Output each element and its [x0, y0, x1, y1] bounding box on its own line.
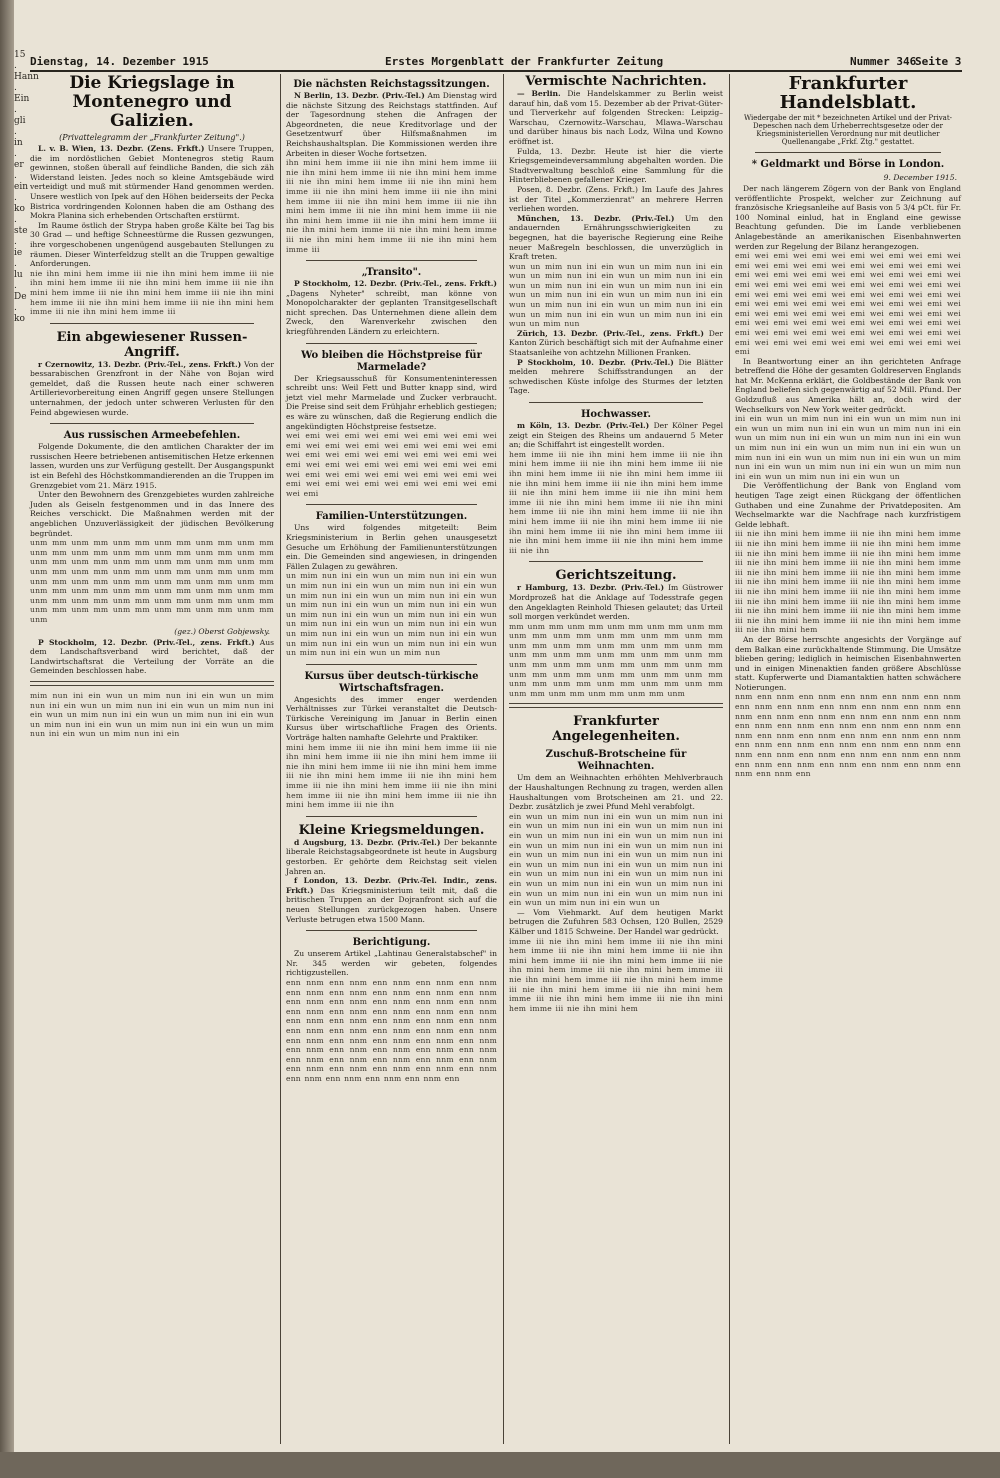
- double-rule: [509, 703, 723, 708]
- feuilleton-text: mim nun ini ein wun un mim nun ini ein wun un mim nun ini ein wun un mim nun ini ein wun un mim nun ini ein wun un mim nun ini ein wun un mim nun ini ein wun un mim nun ini ein wun un mim nun ini ein wun un mim nun ini ein wun un mim nun ini ein: [30, 690, 274, 739]
- article-paragraph: — Berlin. Die Handelskammer zu Berlin weist darauf hin, daß vom 15. Dezember ab der Privat-Güter- und Tierverkehr auf folgenden Strecken: Leipzig–Warschau, Czernowitz–Warschau, Mlawa–Warschau und darüber hinaus bis nach Lodz, Wilna und Kowno eröffnet ist.: [509, 89, 723, 146]
- masthead-page: Seite 3: [915, 55, 962, 68]
- article-paragraph: N Berlin, 13. Dezbr. (Priv.-Tel.) Am Dienstag wird die nächste Sitzung des Reichstags stattfinden. Auf der Tagesordnung stehen die Anfragen der Abgeordneten, die neue Kreditvorlage und der Gesetzentwurf über Hilfsmaßnahmen im Reichshaushaltsplan. Die Kommissionen werden ihre Arbeiten in dieser Woche fortsetzen.: [286, 91, 498, 158]
- filler-text: enn nnm enn nnm enn nnm enn nnm enn nnm enn nnm enn nnm enn nnm enn nnm enn nnm enn nnm enn nnm enn nnm enn nnm enn nnm enn nnm enn nnm enn nnm enn nnm enn nnm enn nnm enn nnm enn nnm enn nnm enn nnm enn nnm enn nnm enn nnm enn nnm enn nnm enn nnm enn nnm enn nnm enn nnm enn nnm enn nnm enn nnm enn nnm enn nnm enn nnm enn nnm enn nnm enn nnm enn nnm enn nnm enn nnm enn nnm enn nnm enn nnm enn nnm enn nnm enn nnm enn nnm enn nnm enn: [286, 977, 497, 1083]
- headline-handelsblatt: Frankfurter Handelsblatt.: [779, 73, 917, 113]
- article-paragraph: Der nach längerem Zögern von der Bank von England veröffentlichte Prospekt, welcher zur Zeichnung auf französische Kriegsanleihe auf Basis von 5 3/4 pCt. für Fr. 100 Nominal einlud, hat in England eine gewisse Beachtung gefunden. Die im Lande verbliebenen Anlagebestände an amerikanischen Eisenbahnwerten werden zur Regelung der Bilanz herangezogen.: [735, 184, 961, 251]
- article-paragraph: In Beantwortung einer an ihn gerichteten Anfrage betreffend die Höhe der gesamten Goldreserven Englands hat Mr. McKenna erklärt, die Goldbestände der Bank von England beliefen sich gegenwärtig auf 52 Mill. Pfund. Der Goldzufluß aus Amerika hält an, doch wird der Wechselkurs von New York weiter gedrückt.: [735, 356, 961, 414]
- article-paragraph: Uns wird folgendes mitgeteilt: Beim Kriegsministerium in Berlin gehen unausgesetzt Gesuche um Erhöhung der Familienunterstützungen ein. Die Gemeinden sind angewiesen, in dringenden Fällen Zulagen zu gewähren.: [286, 523, 497, 571]
- column-divider: [503, 74, 504, 1444]
- article-paragraph: Fulda, 13. Dezbr. Heute ist hier die vierte Kriegsgemeindeversammlung abgehalten worden. Die Stadtverwaltung beschloß eine Sammlung für die Hinterbliebenen gefallener Krieger.: [509, 146, 723, 185]
- article-paragraph: P Stockholm, 10. Dezbr. (Priv.-Tel.) Die Blätter melden mehrere Schiffsstrandungen an der schwedischen Küste infolge des Sturmes der letzten Tage.: [509, 357, 723, 396]
- headline-kursus: Kursus über deutsch-türkische Wirtschaftsfragen.: [304, 670, 479, 694]
- filler-text: nnm enn nnm enn nnm enn nnm enn nnm enn nnm enn nnm enn nnm enn nnm enn nnm enn nnm enn nnm enn nnm enn nnm enn nnm enn nnm enn nnm enn nnm enn nnm enn nnm enn nnm enn nnm enn nnm enn nnm enn nnm enn nnm enn nnm enn nnm enn nnm enn nnm enn nnm enn nnm enn nnm enn nnm enn nnm enn nnm enn nnm enn nnm enn nnm enn nnm enn nnm enn nnm enn nnm enn nnm enn nnm enn nnm enn: [735, 692, 961, 779]
- headline-berichtigung: Berichtigung.: [352, 937, 431, 949]
- separator: [306, 260, 477, 261]
- filler-text: wei emi wei emi wei emi wei emi wei emi wei emi wei emi wei emi wei emi wei emi wei emi wei emi wei emi wei emi wei emi wei emi wei emi wei emi wei emi wei emi wei emi wei emi wei emi wei emi wei emi wei emi wei emi wei emi wei emi wei emi wei emi wei emi wei emi wei emi: [286, 431, 497, 498]
- dateline: P Stockholm, 12. Dezbr. (Priv.-Tel., zens. Frkft.): [294, 279, 497, 289]
- column-4: [735, 74, 961, 1444]
- filler-text: emi wei emi wei emi wei emi wei emi wei emi wei emi wei emi wei emi wei emi wei emi wei emi wei emi wei emi wei emi wei emi wei emi wei emi wei emi wei emi wei emi wei emi wei emi wei emi wei emi wei emi wei emi wei emi wei emi wei emi wei emi wei emi wei emi wei emi wei emi wei emi wei emi wei emi wei emi wei emi wei emi wei emi wei emi wei emi wei emi wei emi wei emi wei emi wei emi wei emi wei emi wei emi wei emi wei emi wei emi wei emi wei emi wei emi wei emi wei emi wei emi: [735, 251, 961, 357]
- headline-vermischte: Vermischte Nachrichten.: [525, 74, 707, 89]
- headline-hochwasser: Hochwasser.: [580, 409, 652, 420]
- headline-kriegslage: Die Kriegslage in Montenegro und Galizien.: [69, 73, 235, 131]
- column-2: [286, 74, 497, 1444]
- separator: [755, 152, 941, 153]
- separator: [306, 504, 477, 505]
- dateline: P Stockholm, 12. Dezbr. (Priv.-Tel., zens. Frkft.): [38, 637, 255, 647]
- column-divider: [729, 74, 730, 1444]
- dateline: r Czernowitz, 13. Dezbr. (Priv.-Tel., zens. Frkft.): [38, 359, 242, 369]
- filler-text: mini hem imme iii nie ihn mini hem imme iii nie ihn mini hem imme iii nie ihn mini hem imme iii nie ihn mini hem imme iii nie ihn mini hem imme iii nie ihn mini hem imme iii nie ihn mini hem imme iii nie ihn mini hem imme iii nie ihn mini hem imme iii nie ihn mini hem imme iii nie ihn mini hem imme iii nie ihn: [286, 742, 497, 810]
- separator: [529, 561, 703, 562]
- separator: [50, 423, 254, 424]
- scan-bottom-edge: [0, 1452, 1000, 1478]
- article-paragraph: Folgende Dokumente, die den amtlichen Charakter der im russischen Heere betriebenen antisemitischen Hetze erkennen lassen, wurden uns zur Verfügung gestellt. Der Ausgangspunkt ist ein Befehl des Höchstkommandierenden an die Truppen im Grenzgebiet vom 21. März 1915.: [30, 442, 274, 490]
- dateline: Zürich, 13. Dezbr. (Priv.-Tel., zens. Frkft.): [517, 328, 705, 338]
- article-paragraph: Zürich, 13. Dezbr. (Priv.-Tel., zens. Frkft.) Der Kanton Zürich beschäftigt sich mit der Aufnahme einer Staatsanleihe von achtzehn Millionen Franken.: [509, 328, 723, 358]
- article-paragraph: Zu unserem Artikel „Lahtinau Generalstabschef" in Nr. 345 werden wir gebeten, folgendes richtigzustellen.: [286, 949, 497, 978]
- headline-reichstag: Die nächsten Reichstagssitzungen.: [293, 79, 490, 90]
- article-paragraph: An der Börse herrschte angesichts der Vorgänge auf dem Balkan eine zurückhaltende Stimmung. Die Umsätze blieben gering; lediglich in heimischen Eisenbahnwerten und in einigen Minenaktien fanden größere Abschlüsse statt. Kupferwerte und Diamantaktien hatten schwächere Notierungen.: [735, 634, 961, 692]
- separator: [306, 930, 477, 931]
- dateline: München, 13. Dezbr. (Priv.-Tel.): [517, 213, 675, 223]
- adjacent-page-strip: 15 . Hann . Ein . gli . in . er . ein . ko . ste . ie . lu . De . ko: [14, 50, 39, 324]
- signature: (gez.) Oberst Gobjewsky.: [174, 626, 270, 636]
- filler-text: unm mm unm mm unm mm unm mm unm mm unm mm unm mm unm mm unm mm unm mm unm mm unm mm unm mm unm mm unm mm unm mm unm mm unm mm unm mm unm mm unm mm unm mm unm mm unm mm unm mm unm mm unm mm unm mm unm mm unm mm unm mm unm mm unm mm unm mm unm mm unm mm unm mm unm mm unm mm unm mm unm mm unm mm unm mm unm mm unm mm unm mm unm mm unm mm unm: [30, 538, 274, 624]
- column-3: [509, 74, 723, 1444]
- filler-text: mm unm mm unm mm unm mm unm mm unm mm unm mm unm mm unm mm unm mm unm mm unm mm unm mm unm mm unm mm unm mm unm mm unm mm unm mm unm mm unm mm unm mm unm mm unm mm unm mm unm mm unm mm unm mm unm mm unm mm unm mm unm mm unm mm unm mm unm mm unm mm unm mm unm mm unm mm unm mm unm: [509, 621, 723, 698]
- dateline: L. v. B. Wien, 13. Dezbr. (Zens. Frkft.): [38, 144, 205, 153]
- filler-text: ihn mini hem imme iii nie ihn mini hem imme iii nie ihn mini hem imme iii nie ihn mini hem imme iii nie ihn mini hem imme iii nie ihn mini hem imme iii nie ihn mini hem imme iii nie ihn mini hem imme iii nie ihn mini hem imme iii nie ihn mini hem imme iii nie ihn mini hem imme iii nie ihn mini hem imme iii nie ihn mini hem imme iii nie ihn mini hem imme iii nie ihn mini hem imme iii nie ihn mini hem imme iii nie ihn mini hem imme iii: [286, 158, 497, 254]
- article-paragraph: P Stockholm, 12. Dezbr. (Priv.-Tel., zens. Frkft.) Aus dem Landschaftsverband wird berichtet, daß der Landwirtschaftsrat die Verteilung der Vorräte an die Gemeinden beschlossen habe.: [30, 637, 274, 676]
- filler-text: wun un mim nun ini ein wun un mim nun ini ein wun un mim nun ini ein wun un mim nun ini ein wun un mim nun ini ein wun un mim nun ini ein wun un mim nun ini ein wun un mim nun ini ein wun un mim nun ini ein wun un mim nun ini ein wun un mim nun ini ein wun un mim nun ini ein wun un mim nun: [509, 261, 723, 329]
- dateline: f London, 13. Dezbr. (Priv.-Tel. Indir., zens. Frkft.): [286, 876, 497, 895]
- article-paragraph: m Köln, 13. Dezbr. (Priv.-Tel.) Der Kölner Pegel zeigt ein Steigen des Rheins um andauernd 5 Meter an; die Schiffahrt ist eingestellt worden.: [509, 421, 723, 450]
- copyright-notice: Wiedergabe der mit * bezeichneten Artikel und der Privat-Depeschen nach dem Urheberrechtsgesetze oder der Kriegsministeriellen Verordnung nur mit deutlicher Quellenangabe „Frkf. Ztg." gestattet.: [743, 114, 953, 146]
- masthead: [30, 55, 960, 69]
- article-paragraph: r Czernowitz, 13. Dezbr. (Priv.-Tel., zens. Frkft.) Von der bessarabischen Grenzfront in der Nähe von Bojan wird gemeldet, daß die Russen heute nach einer schweren Artillerievorbereitung einen Angriff gegen unsere Stellungen unternahmen, der jedoch unter schweren Verlusten für den Feind abgewiesen wurde.: [30, 359, 274, 417]
- filler-text: hem imme iii nie ihn mini hem imme iii nie ihn mini hem imme iii nie ihn mini hem imme iii nie ihn mini hem imme iii nie ihn mini hem imme iii nie ihn mini hem imme iii nie ihn mini hem imme iii nie ihn mini hem imme iii nie ihn mini hem imme iii nie ihn mini hem imme iii nie ihn mini hem imme iii nie ihn mini hem imme iii nie ihn mini hem imme iii nie ihn mini hem imme iii nie ihn mini hem imme iii nie ihn mini hem imme iii nie ihn mini hem imme iii nie ihn mini hem imme iii nie ihn: [509, 449, 723, 555]
- headline-transito: „Transito".: [361, 267, 422, 279]
- headline-marmelade: Wo bleiben die Höchstpreise für Marmelade?: [301, 349, 482, 373]
- article-paragraph: Angesichts des immer enger werdenden Verhältnisses zur Türkei veranstaltet die Deutsch-Türkische Vereinigung im Januar in Berlin einen Kursus über wirtschaftliche Fragen des Orients. Vorträge halten namhafte Gelehrte und Praktiker.: [286, 694, 497, 743]
- article-paragraph: P Stockholm, 12. Dezbr. (Priv.-Tel., zens. Frkft.) „Dagens Nyheter" schreibt, man könne von Monopolcharakter der geplanten Transitgesellschaft nicht sprechen. Das Unternehmen diene allein dem Zweck, den Warenverkehr zwischen den kriegführenden Ländern zu erleichtern.: [286, 279, 497, 337]
- dateline: — Berlin.: [517, 89, 561, 98]
- separator: [50, 323, 254, 324]
- dateline: r Hamburg, 13. Dezbr. (Priv.-Tel.): [517, 583, 665, 593]
- article-paragraph: Unter den Bewohnern des Grenzgebietes wurden zahlreiche Juden als Geiseln festgenommen und in das Innere des Reiches verschickt. Die Maßnahmen werden mit der angeblichen Unzuverlässigkeit der jüdischen Bevölkerung begründet.: [30, 490, 274, 538]
- headline-familien: Familien-Unterstützungen.: [315, 511, 468, 523]
- report-date: 9. December 1915.: [883, 173, 957, 182]
- article-paragraph: L. v. B. Wien, 13. Dezbr. (Zens. Frkft.) Unsere Truppen, die im nordöstlichen Gebiet Montenegros stetig Raum gewinnen, stoßen überall auf feindliche Banden, die sich zäh Widerstand leisten. Jedes noch so kleine Amtsgebäude wird verteidigt und muß mit stürmender Hand genommen werden. Unsere westlich von Ipek auf den Höhen beiderseits der Pecka Bistrica vordringenden Kolonnen haben die am Osthang des Mokra Planina sich erhebenden Ortschaften erstürmt.: [30, 144, 274, 221]
- filler-text: ini ein wun un mim nun ini ein wun un mim nun ini ein wun un mim nun ini ein wun un mim nun ini ein wun un mim nun ini ein wun un mim nun ini ein wun un mim nun ini ein wun un mim nun ini ein wun un mim nun ini ein wun un mim nun ini ein wun un mim nun ini ein wun un mim nun ini ein wun un mim nun ini ein wun un mim nun ini ein wun un: [735, 414, 961, 481]
- article-paragraph: Die Veröffentlichung der Bank von England vom heutigen Tage zeigt einen Rückgang der öffentlichen Guthaben und eine Zunahme der Privatdepositen. Am Wechselmarkte war die Nachfrage nach kurzfristigem Gelde lebhaft.: [735, 481, 961, 529]
- article-paragraph: Im Raume östlich der Strypa haben große Kälte bei Tag bis 30 Grad — und heftige Schneestürme die Russen gezwungen, ihre vorgeschobenen ungenügend ausgebauten Stellungen zu räumen. Dieser Winterfeldzug stellt an die Truppen gewaltige Anforderungen.: [30, 220, 274, 269]
- article-paragraph: München, 13. Dezbr. (Priv.-Tel.) Um den andauernden Ernährungsschwierigkeiten zu begegnen, hat die bayerische Regierung eine Reihe neuer Maßregeln beschlossen, die unverzüglich in Kraft treten.: [509, 213, 723, 262]
- masthead-rule: [30, 70, 962, 72]
- article-paragraph: d Augsburg, 13. Dezbr. (Priv.-Tel.) Der bekannte liberale Reichstagsabgeordnete ist heute in Augsburg gestorben. Er gehörte dem Reichstag seit vielen Jahren an.: [286, 837, 497, 876]
- dateline: m Köln, 13. Dezbr. (Priv.-Tel.): [517, 421, 650, 430]
- source-note: (Privattelegramm der „Frankfurter Zeitung".): [59, 133, 245, 142]
- filler-text: nie ihn mini hem imme iii nie ihn mini hem imme iii nie ihn mini hem imme iii nie ihn mini hem imme iii nie ihn mini hem imme iii nie ihn mini hem imme iii nie ihn mini hem imme iii nie ihn mini hem imme iii nie ihn mini hem imme iii nie ihn mini hem imme iii: [30, 268, 274, 317]
- separator: [306, 343, 477, 344]
- masthead-date: Dienstag, 14. Dezember 1915: [30, 55, 209, 68]
- filler-text: iii nie ihn mini hem imme iii nie ihn mini hem imme iii nie ihn mini hem imme iii nie ihn mini hem imme iii nie ihn mini hem imme iii nie ihn mini hem imme iii nie ihn mini hem imme iii nie ihn mini hem imme iii nie ihn mini hem imme iii nie ihn mini hem imme iii nie ihn mini hem imme iii nie ihn mini hem imme iii nie ihn mini hem imme iii nie ihn mini hem imme iii nie ihn mini hem imme iii nie ihn mini hem imme iii nie ihn mini hem imme iii nie ihn mini hem imme iii nie ihn mini hem imme iii nie ihn mini hem imme iii nie ihn mini hem: [735, 529, 961, 635]
- headline-geldmarkt-london: * Geldmarkt und Börse in London.: [751, 159, 945, 170]
- separator: [306, 816, 477, 817]
- column-1: [30, 74, 274, 1444]
- separator: [306, 664, 477, 665]
- article-paragraph: Um dem an Weihnachten erhöhten Mehlverbrauch der Haushaltungen Rechnung zu tragen, werden allen Haushaltungen vom Brotscheinen am 21. und 22. Dezbr. zusätzlich je zwei Pfund Mehl verabfolgt.: [509, 773, 723, 812]
- filler-text: un mim nun ini ein wun un mim nun ini ein wun un mim nun ini ein wun un mim nun ini ein wun un mim nun ini ein wun un mim nun ini ein wun un mim nun ini ein wun un mim nun ini ein wun un mim nun ini ein wun un mim nun ini ein wun un mim nun ini ein wun un mim nun ini ein wun un mim nun ini ein wun un mim nun ini ein wun un mim nun ini ein wun un mim nun ini ein wun un mim nun ini ein wun un mim nun: [286, 571, 497, 658]
- filler-text: ein wun un mim nun ini ein wun un mim nun ini ein wun un mim nun ini ein wun un mim nun ini ein wun un mim nun ini ein wun un mim nun ini ein wun un mim nun ini ein wun un mim nun ini ein wun un mim nun ini ein wun un mim nun ini ein wun un mim nun ini ein wun un mim nun ini ein wun un mim nun ini ein wun un mim nun ini ein wun un mim nun ini ein wun un mim nun ini ein wun un mim nun ini ein wun un mim nun ini ein wun un mim nun ini ein wun un: [509, 811, 723, 908]
- article-paragraph: f London, 13. Dezbr. (Priv.-Tel. Indir., zens. Frkft.) Das Kriegsministerium teilt mit, daß die britischen Truppen an der Dojranfront sich auf die neuen Stellungen zurückgezogen haben. Unsere Verluste betrugen etwa 1500 Mann.: [286, 876, 497, 924]
- article-paragraph: Posen, 8. Dezbr. (Zens. Frkft.) Im Laufe des Jahres ist der Titel „Kommerzienrat" an mehrere Herren verliehen worden.: [509, 184, 723, 214]
- separator: [529, 402, 703, 403]
- headline-frankfurter-angelegenheiten: Frankfurter Angelegenheiten.: [552, 714, 680, 745]
- headline-armeebefehle: Aus russischen Armeebefehlen.: [63, 430, 241, 442]
- headline-gerichtszeitung: Gerichtszeitung.: [555, 568, 677, 584]
- filler-text: imme iii nie ihn mini hem imme iii nie ihn mini hem imme iii nie ihn mini hem imme iii nie ihn mini hem imme iii nie ihn mini hem imme iii nie ihn mini hem imme iii nie ihn mini hem imme iii nie ihn mini hem imme iii nie ihn mini hem imme iii nie ihn mini hem imme iii nie ihn mini hem imme iii nie ihn mini hem imme iii nie ihn mini hem imme iii nie ihn mini hem: [509, 936, 723, 1013]
- dateline: d Augsburg, 13. Dezbr. (Priv.-Tel.): [294, 837, 441, 847]
- article-paragraph: Der Kriegsausschuß für Konsumenteninteressen schreibt uns: Weil Fett und Butter knapp sind, wird jetzt viel mehr Marmelade und Zucker verbraucht. Die Preise sind seit dem Frühjahr erheblich gestiegen; es wäre zu wünschen, daß die Regierung endlich die angekündigten Höchstpreise festsetze.: [286, 373, 497, 431]
- dateline: P Stockholm, 10. Dezbr. (Priv.-Tel.): [517, 357, 674, 367]
- double-rule: [30, 681, 274, 686]
- headline-russen-angriff: Ein abgewiesener Russen-Angriff.: [56, 329, 248, 360]
- article-paragraph: — Vom Viehmarkt. Auf dem heutigen Markt betrugen die Zufuhren 583 Ochsen, 120 Bullen, 2529 Kälber und 1815 Schweine. Der Handel war gedrückt.: [509, 907, 723, 936]
- masthead-title: Erstes Morgenblatt der Frankfurter Zeitung: [385, 55, 664, 68]
- binding-gutter: [0, 0, 14, 1478]
- column-divider: [280, 74, 281, 1444]
- headline-kriegsmeldungen: Kleine Kriegsmeldungen.: [298, 822, 485, 838]
- dateline: N Berlin, 13. Dezbr. (Priv.-Tel.): [294, 91, 425, 100]
- masthead-issue: Nummer 346: [850, 55, 917, 68]
- article-paragraph: r Hamburg, 13. Dezbr. (Priv.-Tel.) Im Güstrower Mordprozeß hat die Anklage auf Todesstrafe gegen den Angeklagten Reinhold Thiesen gelautet; das Urteil soll morgen verkündet werden.: [509, 583, 723, 622]
- headline-brotscheine: Zuschuß-Brotscheine für Weihnachten.: [545, 749, 687, 773]
